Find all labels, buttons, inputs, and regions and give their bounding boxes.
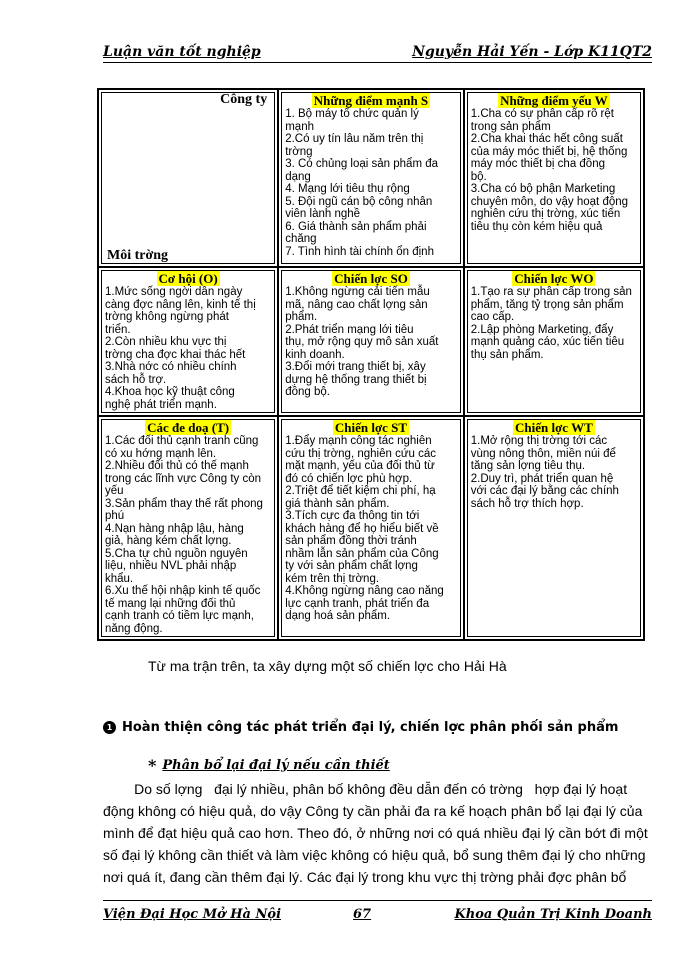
footer-faculty: Khoa Quản Trị Kinh Doanh xyxy=(454,907,652,922)
threats-line: có xu hớng mạnh lên. xyxy=(105,447,217,460)
opportunities-title: Cơ hội (O) xyxy=(158,271,218,286)
strengths-line: 7. Tình hình tài chính ổn định xyxy=(285,245,434,258)
opportunities-line: trờng cha đợc khai thác hết xyxy=(105,348,246,361)
threats-line: 3.Sản phẩm thay thế rất phong xyxy=(105,497,263,510)
weaknesses-line: máy móc thiết bị cha đồng xyxy=(470,158,605,170)
strengths-line: 6. Giá thành sản phẩm phải xyxy=(285,220,427,233)
st-strategy-line: đó có chiến lợc phù hợp. xyxy=(285,472,413,485)
threats-line: 4.Nạn hàng nhập lậu, hàng xyxy=(105,522,244,535)
strengths-line: 3. Có chủng loại sản phẩm đa xyxy=(285,158,439,170)
st-strategy-line: dạng hoá sản phẩm. xyxy=(285,610,391,622)
corner-environment-label: Môi trờng xyxy=(107,247,169,263)
section-title: Hoàn thiện công tác phát triển đại lý, chiến lợc phân phối sản phẩm xyxy=(122,720,619,735)
st-strategy-line: ty với sản phẩm chất lợng xyxy=(285,560,418,572)
st-strategy-line: 2.Triệt để tiết kiệm chi phí, hạ xyxy=(285,485,436,497)
strengths-line: 4. Mạng lới tiêu thụ rộng xyxy=(285,183,410,195)
threats-line: cạnh tranh có tiềm lực mạnh, xyxy=(105,610,254,622)
threats-line: trong các lĩnh vực Công ty còn xyxy=(105,472,261,485)
body-paragraph xyxy=(103,778,648,888)
paragraph-line: nơi quá ít, đang cần thêm đại lý. Các đại lý trong khu vực thị trờng phải đợc phân bổ xyxy=(103,869,627,885)
threats-line: 1.Các đối thủ cạnh tranh cũng xyxy=(105,435,259,447)
opportunities-line: càng đợc nâng lên, kinh tế thị xyxy=(105,298,256,311)
matrix-row-threats xyxy=(98,416,644,640)
wo-strategy-cell xyxy=(464,267,644,416)
opportunities-line: 4.Khoa học kỹ thuật công xyxy=(105,386,235,398)
threats-line: khẩu. xyxy=(105,572,134,585)
st-strategy-cell xyxy=(278,416,464,640)
wo-strategy-line: phẩm, tăng tỷ trọng sản phẩm xyxy=(470,298,624,311)
st-strategy-line: nhầm lẫn sản phẩm của Công xyxy=(285,547,439,560)
wt-strategy-line: sách hỗ trợ thích hợp. xyxy=(470,497,584,510)
matrix-corner-cell xyxy=(98,89,278,267)
threats-line: năng động. xyxy=(105,622,163,635)
threats-line: giả, hàng kém chất lợng. xyxy=(105,535,232,547)
page-header xyxy=(103,40,652,63)
wt-strategy-line: với các đại lý bằng các chính xyxy=(470,485,619,497)
so-strategy-title: Chiến lợc SO xyxy=(334,271,408,286)
header-thesis-label: Luận văn tốt nghiệp xyxy=(103,44,261,60)
so-strategy-line: phẩm. xyxy=(285,311,318,323)
so-strategy-cell xyxy=(278,267,464,416)
paragraph-line: động không có hiệu quả, do vậy Công ty cần phải đa ra kế hoạch phân bổ lại đại lý của xyxy=(103,803,643,819)
opportunities-line: triển. xyxy=(105,323,131,336)
weaknesses-cell xyxy=(464,89,644,267)
strengths-line: mạnh xyxy=(285,120,314,133)
opportunities-line: sách hỗ trợ. xyxy=(105,373,167,386)
so-strategy-line: 2.Phát triển mạng lới tiêu xyxy=(285,323,414,336)
weaknesses-line: bộ. xyxy=(470,170,487,183)
so-strategy-line: 3.Đổi mới trang thiết bị, xây xyxy=(285,361,426,373)
strengths-line: trờng xyxy=(285,145,313,158)
st-strategy-line: lực cạnh tranh, phát triển đa xyxy=(285,597,430,610)
so-strategy-line: dựng hệ thống trang thiết bị xyxy=(285,373,427,386)
opportunities-line: trờng không ngừng phát xyxy=(105,311,229,323)
wt-strategy-line: tăng sản lợng tiêu thụ. xyxy=(470,460,586,472)
opportunities-line: 2.Còn nhiều khu vực thị xyxy=(105,336,227,348)
threats-line: 6.Xu thế hội nhập kinh tế quốc xyxy=(105,585,261,597)
wo-strategy-line: cao cấp. xyxy=(470,311,515,323)
weaknesses-line: nghiên cứu thị trờng, xúc tiến xyxy=(470,208,621,220)
opportunities-cell xyxy=(98,267,278,416)
st-strategy-title: Chiến lợc ST xyxy=(334,420,408,435)
star-bullet-icon: * xyxy=(148,756,157,775)
wt-strategy-cell xyxy=(464,416,644,640)
st-strategy-line: 4.Không ngừng nâng cao năng xyxy=(285,585,444,597)
weaknesses-line: 3.Cha có bộ phận Marketing xyxy=(470,183,616,195)
weaknesses-line: 2.Cha khai thác hết công suất xyxy=(470,133,623,145)
matrix-row-internal xyxy=(98,89,644,267)
opportunities-line: 1.Mức sống ngời dân ngày xyxy=(105,286,243,298)
wt-strategy-line: 1.Mở rộng thị trờng tới các xyxy=(470,435,608,447)
header-author: Nguyễn Hải Yến - Lớp K11QT2 xyxy=(412,44,652,60)
st-strategy-line: cứu thị trờng, nghiên cứu các xyxy=(285,447,437,460)
wo-strategy-line: thụ sản phẩm. xyxy=(470,348,544,361)
threats-line: liệu, nhiều NVL phải nhập xyxy=(105,560,237,572)
wt-strategy-line: 2.Duy trì, phát triển quan hệ xyxy=(470,472,614,485)
st-strategy-line: 1.Đẩy mạnh công tác nghiên xyxy=(285,435,432,447)
opportunities-line: 3.Nhà nớc có nhiều chính xyxy=(105,361,237,373)
section-bullet-icon: 1 xyxy=(103,721,116,734)
threats-line: 5.Cha tự chủ nguồn nguyên xyxy=(105,547,248,560)
st-strategy-line: sản phẩm đồng thời tránh xyxy=(285,535,417,547)
weaknesses-line: trong sản phẩm xyxy=(470,120,551,133)
threats-title: Các đe doạ (T) xyxy=(147,420,230,435)
strengths-line: dạng xyxy=(285,170,311,183)
strengths-line: 5. Đội ngũ cán bộ công nhân xyxy=(285,195,433,208)
strengths-cell xyxy=(278,89,464,267)
strengths-title: Những điểm mạnh S xyxy=(313,93,429,108)
subsection-heading xyxy=(148,756,390,775)
paragraph-line: Do số lợng đại lý nhiều, phân bố không đều dẫn đến có trờng hợp đại lý hoạt xyxy=(103,781,628,797)
st-strategy-line: kém trên thị trờng. xyxy=(285,572,380,585)
paragraph-line: mình để đạt hiệu quả cao hơn. Theo đó, ở những nơi có quá nhiều đại lý cần bớt đi một xyxy=(103,825,648,841)
page-footer xyxy=(103,900,652,925)
weaknesses-line: của máy móc thiết bị, hệ thống xyxy=(470,145,628,158)
so-strategy-line: thụ, mở rộng quy mô sản xuất xyxy=(285,336,439,348)
so-strategy-line: mã, nâng cao chất lợng sản xyxy=(285,298,428,311)
weaknesses-title: Những điểm yếu W xyxy=(500,93,608,108)
subsection-title: Phân bổ lại đại lý nếu cần thiết xyxy=(162,758,390,773)
st-strategy-line: khách hàng để họ hiểu biết về xyxy=(285,522,439,535)
wo-strategy-line: 1.Tạo ra sự phân cấp trong sản xyxy=(470,286,632,298)
footer-institution: Viện Đại Học Mở Hà Nội xyxy=(103,907,282,922)
strengths-line: 2.Có uy tín lâu năm trên thị xyxy=(285,133,424,145)
strengths-line: viên lành nghề xyxy=(285,208,361,220)
weaknesses-line: 1.Cha có sự phân cấp rõ rệt xyxy=(470,108,614,120)
threats-cell xyxy=(98,416,278,640)
wt-strategy-title: Chiến lợc WT xyxy=(515,420,593,435)
strengths-line: 1. Bộ máy tổ chức quản lý xyxy=(285,108,419,120)
threats-line: phú xyxy=(105,510,125,522)
paragraph-line: số đại lý không cần thiết và làm việc không có hiệu quả, bổ sung thêm đại lý cho những xyxy=(103,847,646,863)
wo-strategy-line: 2.Lập phòng Marketing, đẩy xyxy=(470,323,614,336)
st-strategy-line: giá thành sản phẩm. xyxy=(285,497,390,510)
wo-strategy-title: Chiến lợc WO xyxy=(514,271,594,286)
footer-page-number: 67 xyxy=(353,907,372,922)
strengths-line: chăng xyxy=(285,233,317,245)
so-strategy-line: 1.Không ngừng cải tiến mẫu xyxy=(285,286,430,298)
threats-line: tế mang lại những đối thủ xyxy=(105,597,236,610)
matrix-row-opportunities xyxy=(98,267,644,416)
section-heading xyxy=(103,720,618,735)
threats-line: 2.Nhiều đối thủ có thế mạnh xyxy=(105,460,249,472)
opportunities-line: nghệ phát triển mạnh. xyxy=(105,398,217,411)
st-strategy-line: mặt mạnh, yếu của đối thủ từ xyxy=(285,460,435,472)
so-strategy-line: kinh doanh. xyxy=(285,348,345,361)
swot-matrix xyxy=(97,88,645,641)
corner-company-label: Công ty xyxy=(220,92,268,107)
threats-line: yếu xyxy=(105,485,124,497)
so-strategy-line: đồng bộ. xyxy=(285,386,330,398)
wo-strategy-line: mạnh quảng cáo, xúc tiến tiêu xyxy=(470,336,625,348)
wt-strategy-line: vùng nông thôn, miền núi để xyxy=(470,447,616,460)
weaknesses-line: tiêu thụ còn kém hiệu quả xyxy=(470,220,603,233)
matrix-conclusion-text: Từ ma trận trên, ta xây dựng một số chiến lợc cho Hải Hà xyxy=(148,658,507,674)
weaknesses-line: chuyên môn, do vậy hoạt động xyxy=(470,195,629,208)
st-strategy-line: 3.Tích cực đa thông tin tới xyxy=(285,510,420,522)
